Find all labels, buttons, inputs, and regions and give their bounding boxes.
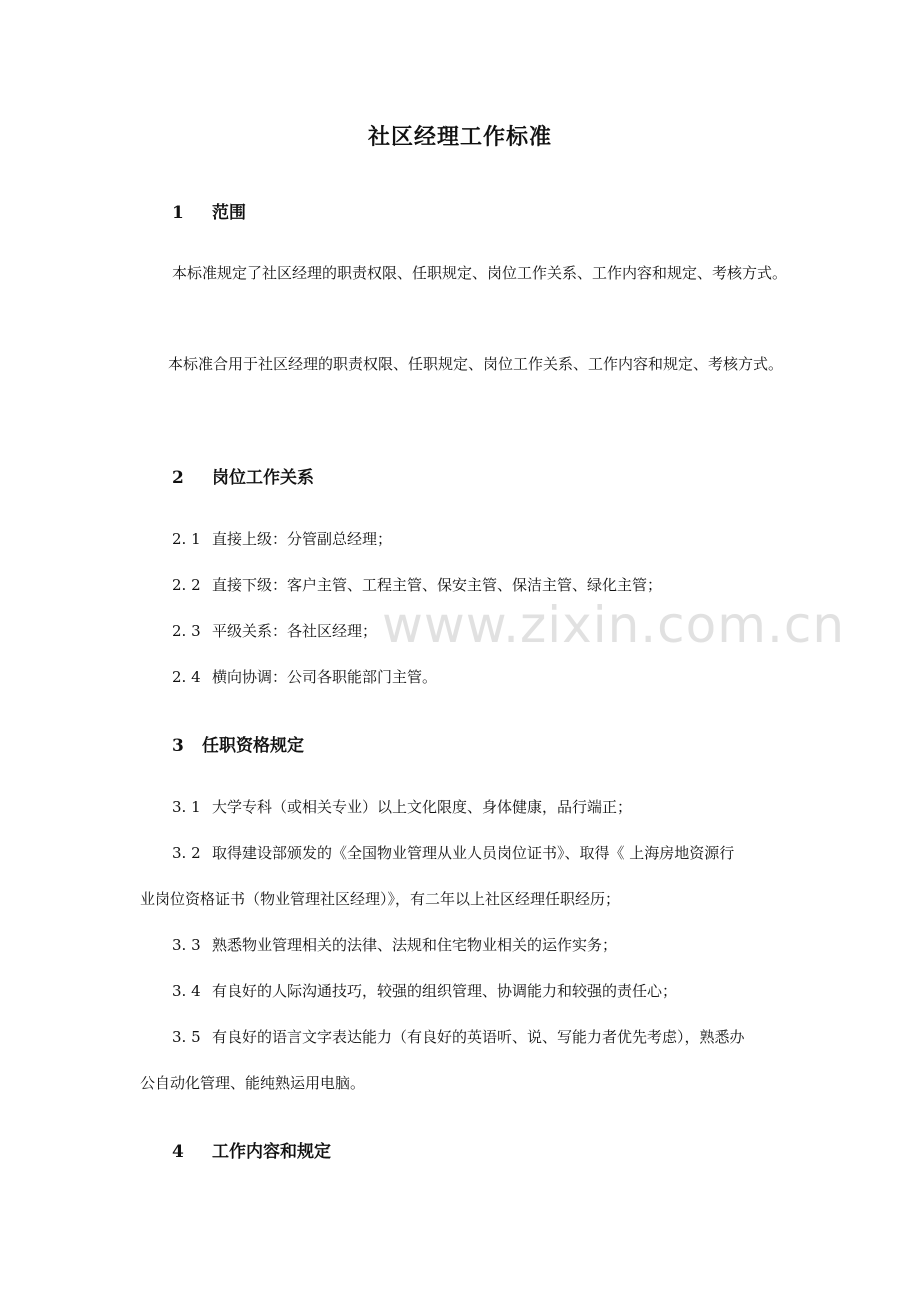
list-item: 3. 4 有良好的人际沟通技巧，较强的组织管理、协调能力和较强的责任心； <box>172 982 678 1000</box>
list-item: 2. 4 横向协调：公司各职能部门主管。 <box>172 668 438 686</box>
section-title: 岗位工作关系 <box>212 468 314 488</box>
section-heading-3 <box>172 731 304 756</box>
list-item: 3. 1 大学专科（或相关专业）以上文化限度、身体健康，品行端正； <box>172 798 633 816</box>
list-item-continuation: 公自动化管理、能纯熟运用电脑。 <box>140 1074 366 1092</box>
section-number: 3 <box>172 736 184 756</box>
section-title: 范围 <box>212 203 246 223</box>
watermark: www.zixin.com.cn <box>382 596 846 654</box>
section-number: 4 <box>172 1142 184 1162</box>
section-title: 工作内容和规定 <box>212 1142 331 1162</box>
section-heading-2 <box>172 463 314 488</box>
section-heading-4 <box>172 1137 331 1162</box>
section-title: 任职资格规定 <box>202 736 304 756</box>
list-item: 3. 5 有良好的语言文字表达能力（有良好的英语听、说、写能力者优先考虑），熟悉办 <box>172 1028 745 1046</box>
paragraph-scope-1: 本标准规定了社区经理的职责权限、任职规定、岗位工作关系、工作内容和规定、考核方式。 <box>172 264 788 282</box>
section-heading-1 <box>172 198 246 223</box>
paragraph-scope-2: 本标准合用于社区经理的职责权限、任职规定、岗位工作关系、工作内容和规定、考核方式。 <box>168 355 784 373</box>
list-item: 3. 3 熟悉物业管理相关的法律、法规和住宅物业相关的运作实务； <box>172 936 618 954</box>
list-item: 2. 3 平级关系：各社区经理； <box>172 622 378 640</box>
document-title: 社区经理工作标准 <box>367 125 552 150</box>
list-item-continuation: 业岗位资格证书（物业管理社区经理）》，有二年以上社区经理任职经历； <box>140 890 621 908</box>
list-item: 2. 2 直接下级：客户主管、工程主管、保安主管、保洁主管、绿化主管； <box>172 576 663 594</box>
section-number: 1 <box>172 203 184 223</box>
section-number: 2 <box>172 468 184 488</box>
list-item: 2. 1 直接上级：分管副总经理； <box>172 530 393 548</box>
list-item: 3. 2 取得建设部颁发的《全国物业管理从业人员岗位证书》、取得《 上海房地资源行 <box>172 844 735 862</box>
